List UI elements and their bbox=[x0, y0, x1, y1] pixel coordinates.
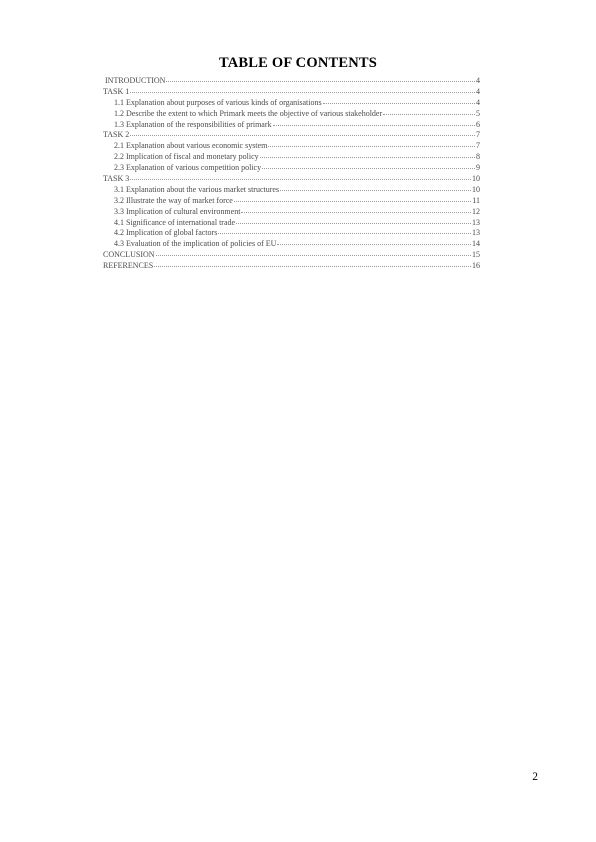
toc-entry-label: 1.1 Explanation about purposes of various kinds of organisations bbox=[114, 97, 322, 107]
toc-entry-label: 3.1 Explanation about the various market structures bbox=[114, 184, 280, 194]
toc-entry[interactable] bbox=[103, 261, 480, 272]
toc-entry-label: INTRODUCTION bbox=[105, 76, 166, 85]
toc-entry-page-number: 13 bbox=[472, 228, 480, 238]
toc-list bbox=[103, 76, 480, 272]
toc-entry-label: TASK 3 bbox=[103, 174, 130, 184]
toc-entry-label: 3.3 Implication of cultural environment bbox=[114, 206, 241, 216]
toc-dot-leader bbox=[241, 206, 471, 213]
toc-dot-leader bbox=[234, 195, 471, 202]
toc-entry-page-number: 10 bbox=[472, 184, 480, 194]
toc-entry-label: 2.2 Implication of fiscal and monetary policy bbox=[114, 152, 259, 162]
toc-entry-page-number: 15 bbox=[472, 250, 480, 260]
toc-dot-leader bbox=[166, 75, 475, 82]
toc-entry-label: TASK 2 bbox=[103, 130, 130, 140]
toc-dot-leader bbox=[130, 173, 471, 180]
toc-entry-page-number: 12 bbox=[472, 206, 480, 216]
toc-entry-page-number: 8 bbox=[476, 152, 480, 162]
toc-entry-label: CONCLUSION bbox=[103, 250, 155, 260]
toc-dot-leader bbox=[277, 238, 471, 245]
toc-entry-label: 3.2 Illustrate the way of market force bbox=[114, 195, 233, 205]
toc-entry-page-number: 4 bbox=[476, 76, 480, 85]
toc-entry-page-number: 5 bbox=[476, 108, 480, 118]
toc-entry-page-number: 9 bbox=[476, 163, 480, 173]
toc-entry-label: REFERENCES bbox=[103, 261, 154, 271]
toc-dot-leader bbox=[130, 86, 475, 93]
toc-entry-page-number: 7 bbox=[476, 130, 480, 140]
toc-dot-leader bbox=[273, 119, 475, 126]
toc-entry-label: 2.1 Explanation about various economic system bbox=[114, 141, 268, 151]
toc-dot-leader bbox=[154, 260, 471, 267]
toc-entry-label: 1.3 Explanation of the responsibilities of primark bbox=[114, 119, 272, 129]
toc-dot-leader bbox=[383, 108, 475, 115]
toc-dot-leader bbox=[218, 227, 471, 234]
toc-entry-page-number: 10 bbox=[472, 174, 480, 184]
toc-entry-page-number: 14 bbox=[472, 239, 480, 249]
toc-title: TABLE OF CONTENTS bbox=[218, 55, 378, 71]
toc-entry-page-number: 11 bbox=[472, 195, 480, 205]
toc-entry-page-number: 7 bbox=[476, 141, 480, 151]
toc-dot-leader bbox=[236, 217, 471, 224]
toc-entry-page-number: 4 bbox=[476, 97, 480, 107]
toc-entry-label: 4.3 Evaluation of the implication of policies of EU bbox=[114, 239, 277, 249]
toc-dot-leader bbox=[323, 97, 475, 104]
toc-dot-leader bbox=[268, 140, 475, 147]
toc-entry-label: 1.2 Describe the extent to which Primark meets the objective of various stakeholder bbox=[114, 108, 383, 118]
toc-entry-label: TASK 1 bbox=[103, 86, 130, 96]
toc-entry-label: 4.1 Significance of international trade bbox=[114, 217, 236, 227]
toc-dot-leader bbox=[130, 129, 475, 136]
toc-dot-leader bbox=[260, 151, 475, 158]
page-number: 2 bbox=[532, 771, 538, 783]
toc-entry-page-number: 4 bbox=[476, 86, 480, 96]
toc-entry-page-number: 13 bbox=[472, 217, 480, 227]
toc-dot-leader bbox=[262, 162, 475, 169]
toc-entry-page-number: 16 bbox=[472, 261, 480, 271]
toc-dot-leader bbox=[156, 249, 471, 256]
toc-dot-leader bbox=[280, 184, 471, 191]
toc-entry-label: 2.3 Explanation of various competition policy bbox=[114, 163, 262, 173]
toc-entry-page-number: 6 bbox=[476, 119, 480, 129]
toc-entry-label: 4.2 Implication of global factors bbox=[114, 228, 218, 238]
